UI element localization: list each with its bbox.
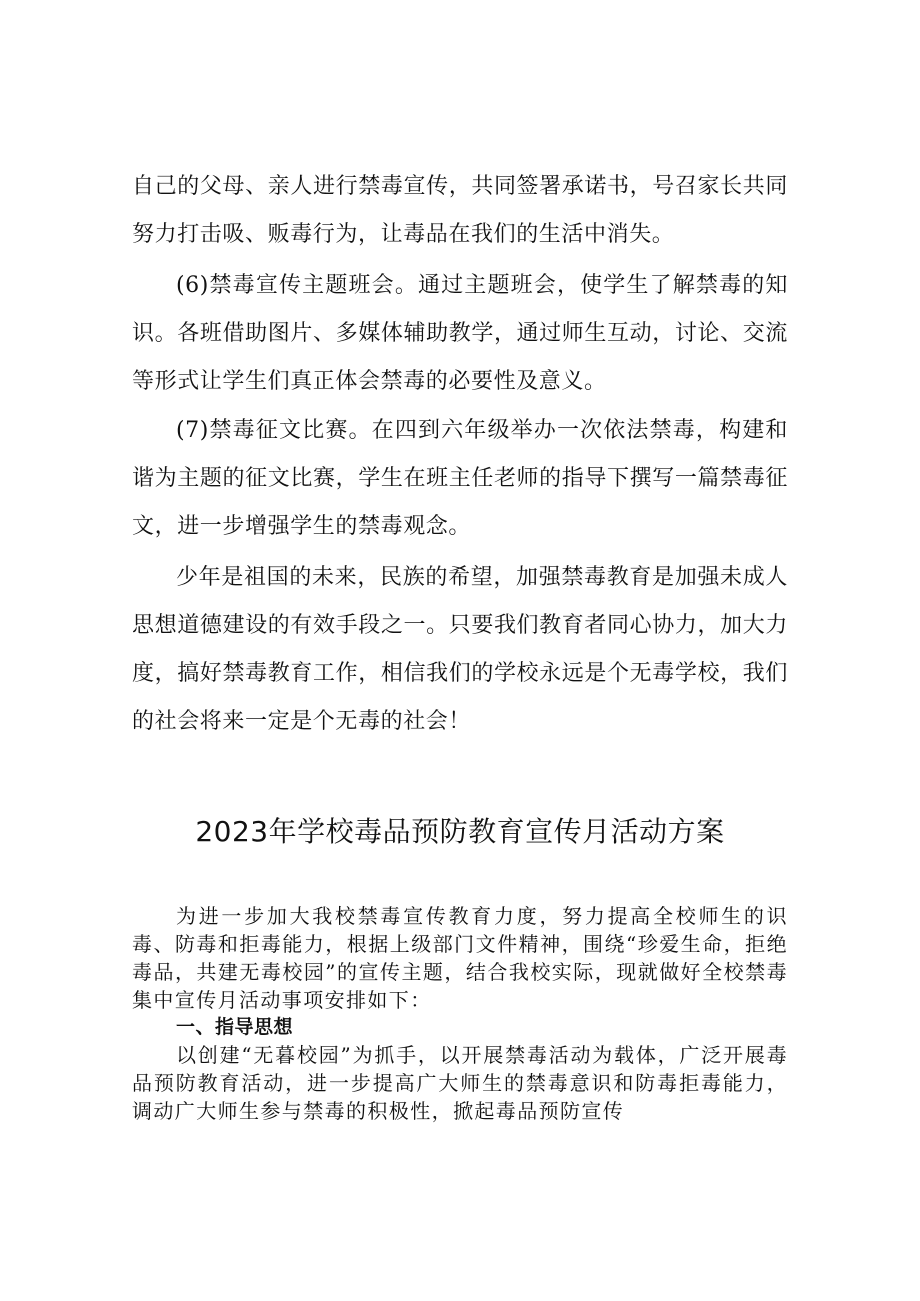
paragraph-continuation: 自己的父母、亲人进行禁毒宣传，共同签署承诺书，号召家长共同努力打击吸、贩毒行为，让毒品在我们的生活中消失。 xyxy=(132,174,788,247)
document-title: 2023年学校毒品预防教育宣传月活动方案 xyxy=(195,815,725,848)
paragraph-item-7: (7)禁毒征文比赛。在四到六年级举办一次依法禁毒，构建和谐为主题的征文比赛，学生在班主任老师的指导下撰写一篇禁毒征文，进一步增强学生的禁毒观念。 xyxy=(132,418,788,539)
paragraph-guiding-thought: 以创建“无暮校园”为抓手，以开展禁毒活动为载体，广泛开展毒品预防教育活动，进一步提高广大师生的禁毒意识和防毒拒毒能力，调动广大师生参与禁毒的积极性，掀起毒品预防宣传 xyxy=(132,1043,788,1123)
paragraph-intro: 为进一步加大我校禁毒宣传教育力度，努力提高全校师生的识毒、防毒和拒毒能力，根据上级部门文件精神，围绕“珍爱生命，拒绝毒品，共建无毒校园”的宣传主题，结合我校实际，现就做好全校禁毒集中宣传月活动事项安排如下： xyxy=(132,904,788,1012)
section-heading-guiding-thought: 一、指导思想 xyxy=(176,1016,294,1038)
paragraph-conclusion: 少年是祖国的未来，民族的希望，加强禁毒教育是加强未成人思想道德建设的有效手段之一。只要我们教育者同心协力，加大力度，搞好禁毒教育工作，相信我们的学校永远是个无毒学校，我们的社会将来一定是个无毒的社会！ xyxy=(132,565,788,734)
paragraph-item-6: (6)禁毒宣传主题班会。通过主题班会，使学生了解禁毒的知识。各班借助图片、多媒体辅助教学，通过师生互动，讨论、交流等形式让学生们真正体会禁毒的必要性及意义。 xyxy=(132,273,788,394)
